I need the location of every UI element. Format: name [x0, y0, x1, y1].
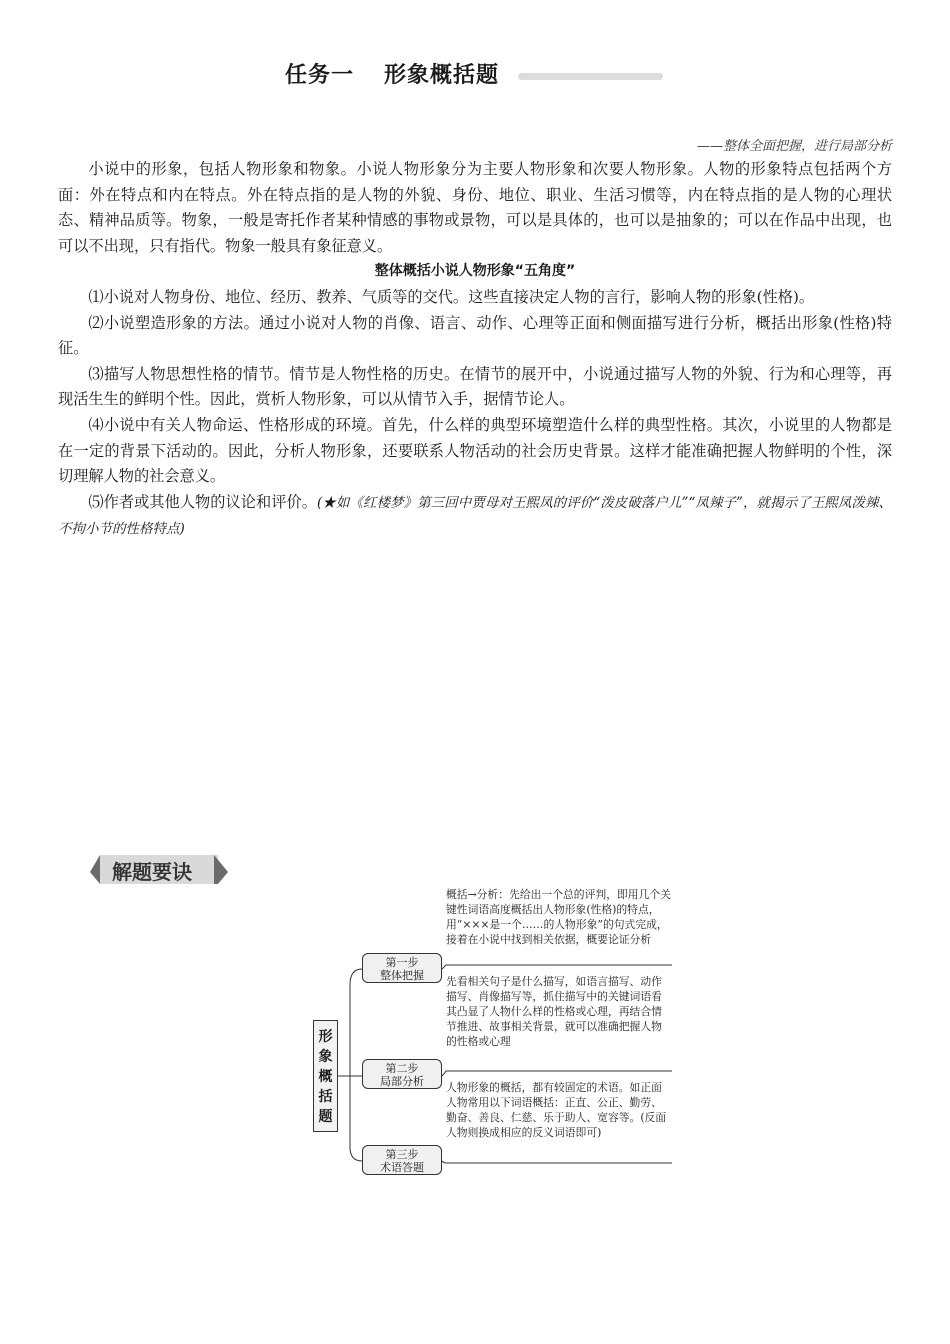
step-one-description: 概括→分析：先给出一个总的评判，即用几个关键性词语高度概括出人物形象(性格)的特点，用“×××是一个……的人物形象”的句式完成，接着在小说中找到相关依据，概要论证分析 [446, 888, 671, 946]
title-task-number: 任务一 [285, 63, 355, 88]
step-one-title: 第一步 [385, 956, 419, 969]
list-item [58, 490, 892, 543]
list-item: ⑶描写人物思想性格的情节。情节是人物性格的历史。在情节的展开中，小说通过描写人物的外貌、行为和心理等，再现活生生的鲜明个性。因此，赏析人物形象，可以从情节入手，据情节论人。 [58, 364, 892, 409]
section-heading: 整体概括小说人物形象“五角度” [374, 263, 576, 280]
list-item: ⑴小说对人物身份、地位、经历、教养、气质等的交代。这些直接决定人物的言行，影响人物的形象(性格)。 [88, 287, 815, 306]
root-char: 概 [318, 1069, 333, 1085]
mindmap-root [313, 1020, 338, 1132]
step-two-label: 局部分析 [380, 1075, 424, 1088]
body-text [58, 157, 892, 543]
item5-main: ⑸作者或其他人物的议论和评价。 [88, 492, 317, 511]
root-char: 题 [318, 1109, 333, 1125]
mindmap [310, 885, 680, 1185]
root-char: 形 [318, 1029, 333, 1045]
tips-tag-label: 解题要诀 [112, 860, 192, 884]
root-char: 括 [318, 1089, 333, 1105]
list-item: ⑷小说中有关人物命运、性格形成的环境。首先，什么样的典型环境塑造什么样的典型性格。其次，小说里的人物都是在一定的背景下活动的。因此，分析人物形象，还要联系人物活动的社会历史背景。这样才能准确把握人物鲜明的个性，深切理解人物的社会意义。 [58, 415, 892, 486]
step-three-box [362, 1145, 442, 1175]
step-two-box [362, 1059, 442, 1089]
step-three-label: 术语答题 [380, 1161, 424, 1174]
root-char: 象 [318, 1049, 333, 1065]
list-item: ⑵小说塑造形象的方法。通过小说对人物的肖像、语言、动作、心理等正面和侧面描写进行分析，概括出形象(性格)特征。 [58, 313, 892, 358]
tips-tag [90, 852, 228, 884]
step-one-label: 整体把握 [380, 969, 424, 982]
step-three-title: 第三步 [385, 1148, 419, 1161]
step-two-description: 先看相关句子是什么描写，如语言描写、动作描写、肖像描写等，抓住描写中的关键词语看其凸显了人物什么样的性格或心理，再结合情节推进、故事相关背景，就可以准确把握人物的性格或心理 [446, 975, 662, 1048]
step-three-description: 人物形象的概括，都有较固定的术语。如正面人物常用以下词语概括：正直、公正、勤劳、勤奋、善良、仁慈、乐于助人、宽容等。(反面人物则换成相应的反义词语即可) [446, 1081, 667, 1139]
title-decoration-bar [518, 73, 663, 80]
item5-note: (★如《红楼梦》第三回中贾母对王熙凤的评价“泼皮破落户儿”“凤辣子”，就揭示了王熙凤泼辣、不拘小节的性格特点) [58, 494, 893, 538]
subtitle: ——整体全面把握，进行局部分析 [696, 139, 892, 154]
page-title [285, 58, 499, 89]
step-one-box [362, 953, 442, 983]
title-task-name: 形象概括题 [384, 63, 500, 88]
step-two-title: 第二步 [385, 1062, 419, 1075]
intro-paragraph: 小说中的形象，包括人物形象和物象。小说人物形象分为主要人物形象和次要人物形象。人物的形象特点包括两个方面：外在特点和内在特点。外在特点指的是人物的外貌、身份、地位、职业、生活习惯等，内在特点指的是人物的心理状态、精神品质等。物象，一般是寄托作者某种情感的事物或景物，可以是具体的，也可以是抽象的；可以在作品中出现，也可以不出现，只有指代。物象一般具有象征意义。 [58, 160, 892, 255]
